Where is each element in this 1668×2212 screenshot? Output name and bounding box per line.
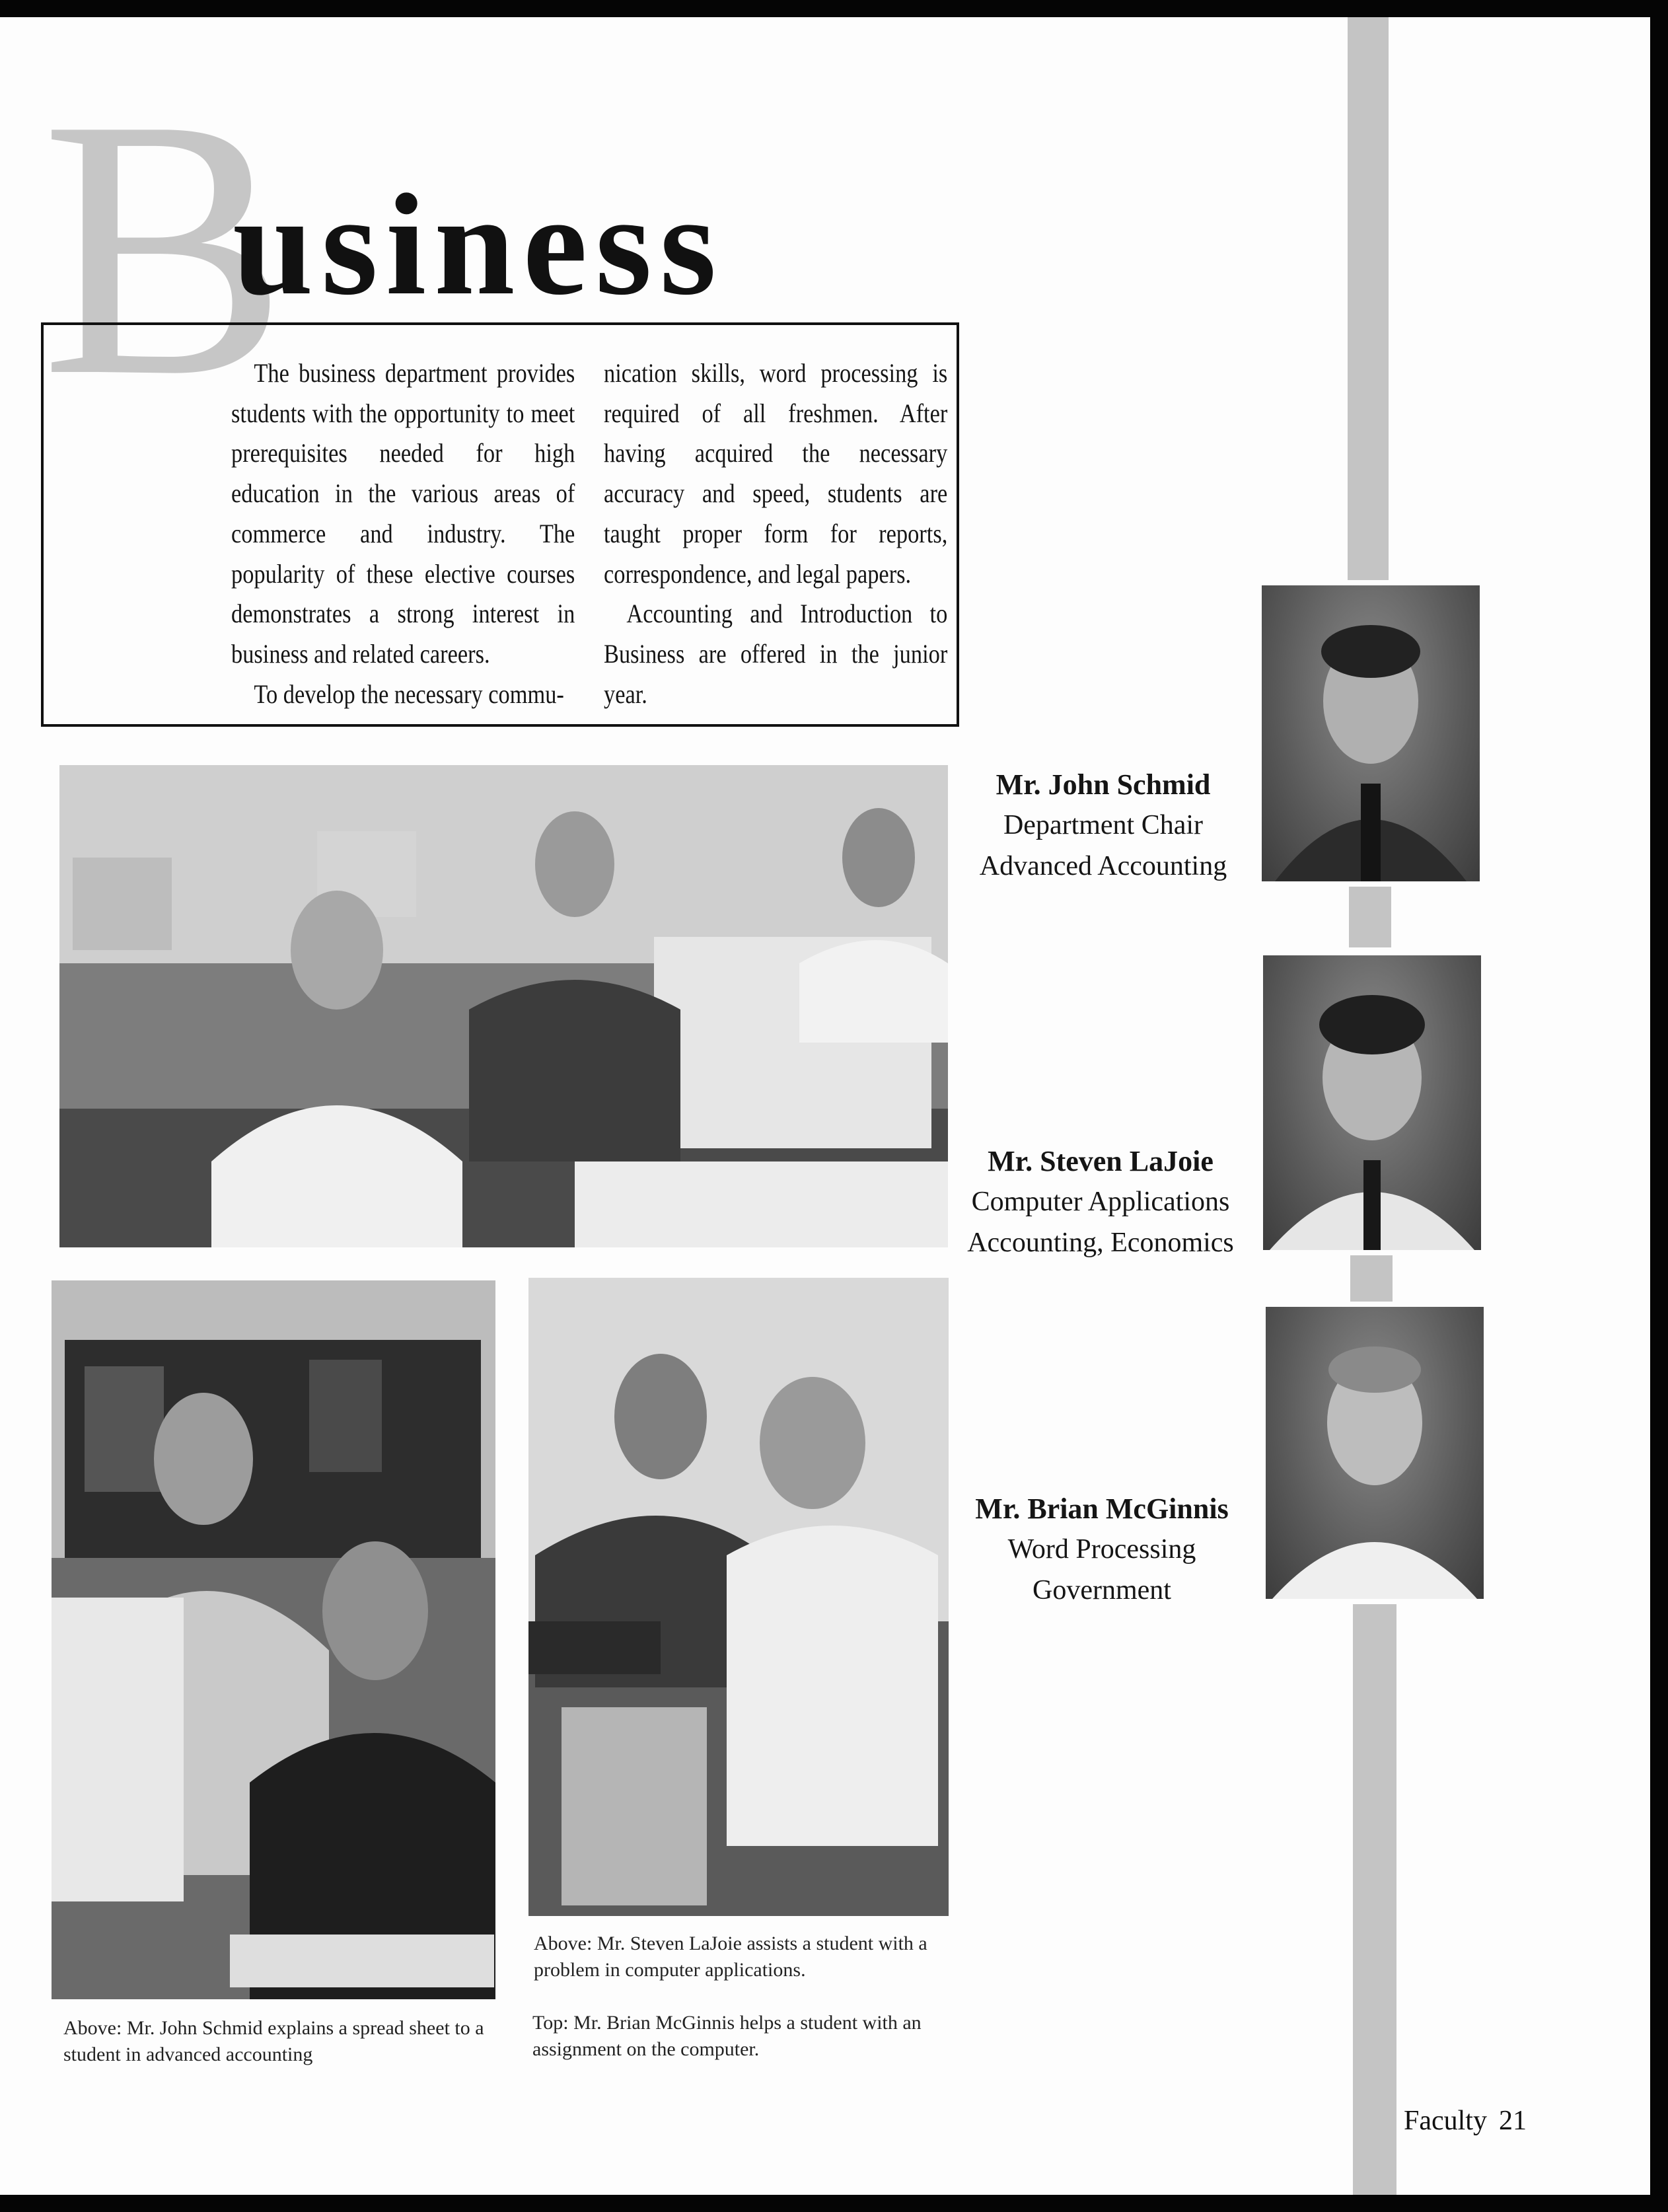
faculty-credit-brian-mcginnis — [963, 1489, 1241, 1611]
intro-paragraph: The business department provides students with the opportunity to meet prerequisites needed for high education in the various areas of commerce and industry. The popularity of these elective courses demonstrates a strong interest in business and related careers. — [231, 358, 575, 669]
faculty-subject: Computer Applications — [971, 1187, 1230, 1217]
faculty-name: Mr. Steven LaJoie — [988, 1145, 1214, 1177]
decorative-bar-mid-2 — [1350, 1255, 1393, 1302]
page-folio — [1404, 2104, 1539, 2137]
decorative-bar-mid-1 — [1349, 887, 1391, 947]
scan-border-bottom — [0, 2195, 1668, 2212]
classroom-photo-main — [59, 765, 948, 1247]
caption-lajoie-photo: Above: Mr. Steven LaJoie assists a student with a problem in computer applications. — [534, 1933, 927, 1981]
intro-paragraph: To develop the necessary commu- — [254, 679, 564, 709]
caption-schmid-photo: Above: Mr. John Schmid explains a spread sheet to a student in advanced accounting — [63, 2017, 484, 2065]
faculty-subject: Advanced Accounting — [979, 851, 1227, 881]
faculty-role: Department Chair — [1003, 810, 1204, 840]
faculty-credit-john-schmid — [964, 765, 1242, 887]
intro-paragraph: nication skills, word processing is required of all freshmen. After having acquired the necessary accuracy and speed, students are taught proper form for reports, correspondence, and legal papers. — [604, 358, 948, 589]
intro-paragraph: Accounting and Introduction to Business are offered in the junior year. — [604, 599, 948, 709]
portrait-brian-mcginnis — [1266, 1307, 1484, 1599]
faculty-subject: Accounting, Economics — [967, 1228, 1234, 1258]
portrait-john-schmid — [1262, 585, 1480, 881]
decorative-bar-top — [1348, 17, 1389, 580]
intro-column-1 — [231, 353, 575, 714]
caption-mcginnis-photo: Top: Mr. Brian McGinnis helps a student with an assignment on the computer. — [532, 2012, 922, 2060]
schmid-student-photo — [52, 1280, 495, 1999]
faculty-credit-steven-lajoie — [962, 1142, 1239, 1263]
faculty-subject: Word Processing — [1007, 1534, 1196, 1565]
faculty-name: Mr. Brian McGinnis — [975, 1493, 1229, 1525]
scan-border-top — [0, 0, 1668, 17]
decorative-bar-bottom — [1353, 1604, 1396, 2195]
faculty-name: Mr. John Schmid — [996, 768, 1211, 801]
mcginnis-student-photo — [528, 1278, 949, 1916]
faculty-subject: Government — [1033, 1575, 1171, 1605]
folio-section: Faculty — [1404, 2106, 1487, 2136]
folio-page-number: 21 — [1498, 2106, 1527, 2136]
scan-border-right — [1650, 0, 1668, 2212]
intro-column-2 — [604, 353, 947, 714]
drop-cap-initial: B — [41, 43, 288, 453]
portrait-steven-lajoie — [1263, 955, 1481, 1250]
page-title: usiness — [233, 164, 725, 325]
